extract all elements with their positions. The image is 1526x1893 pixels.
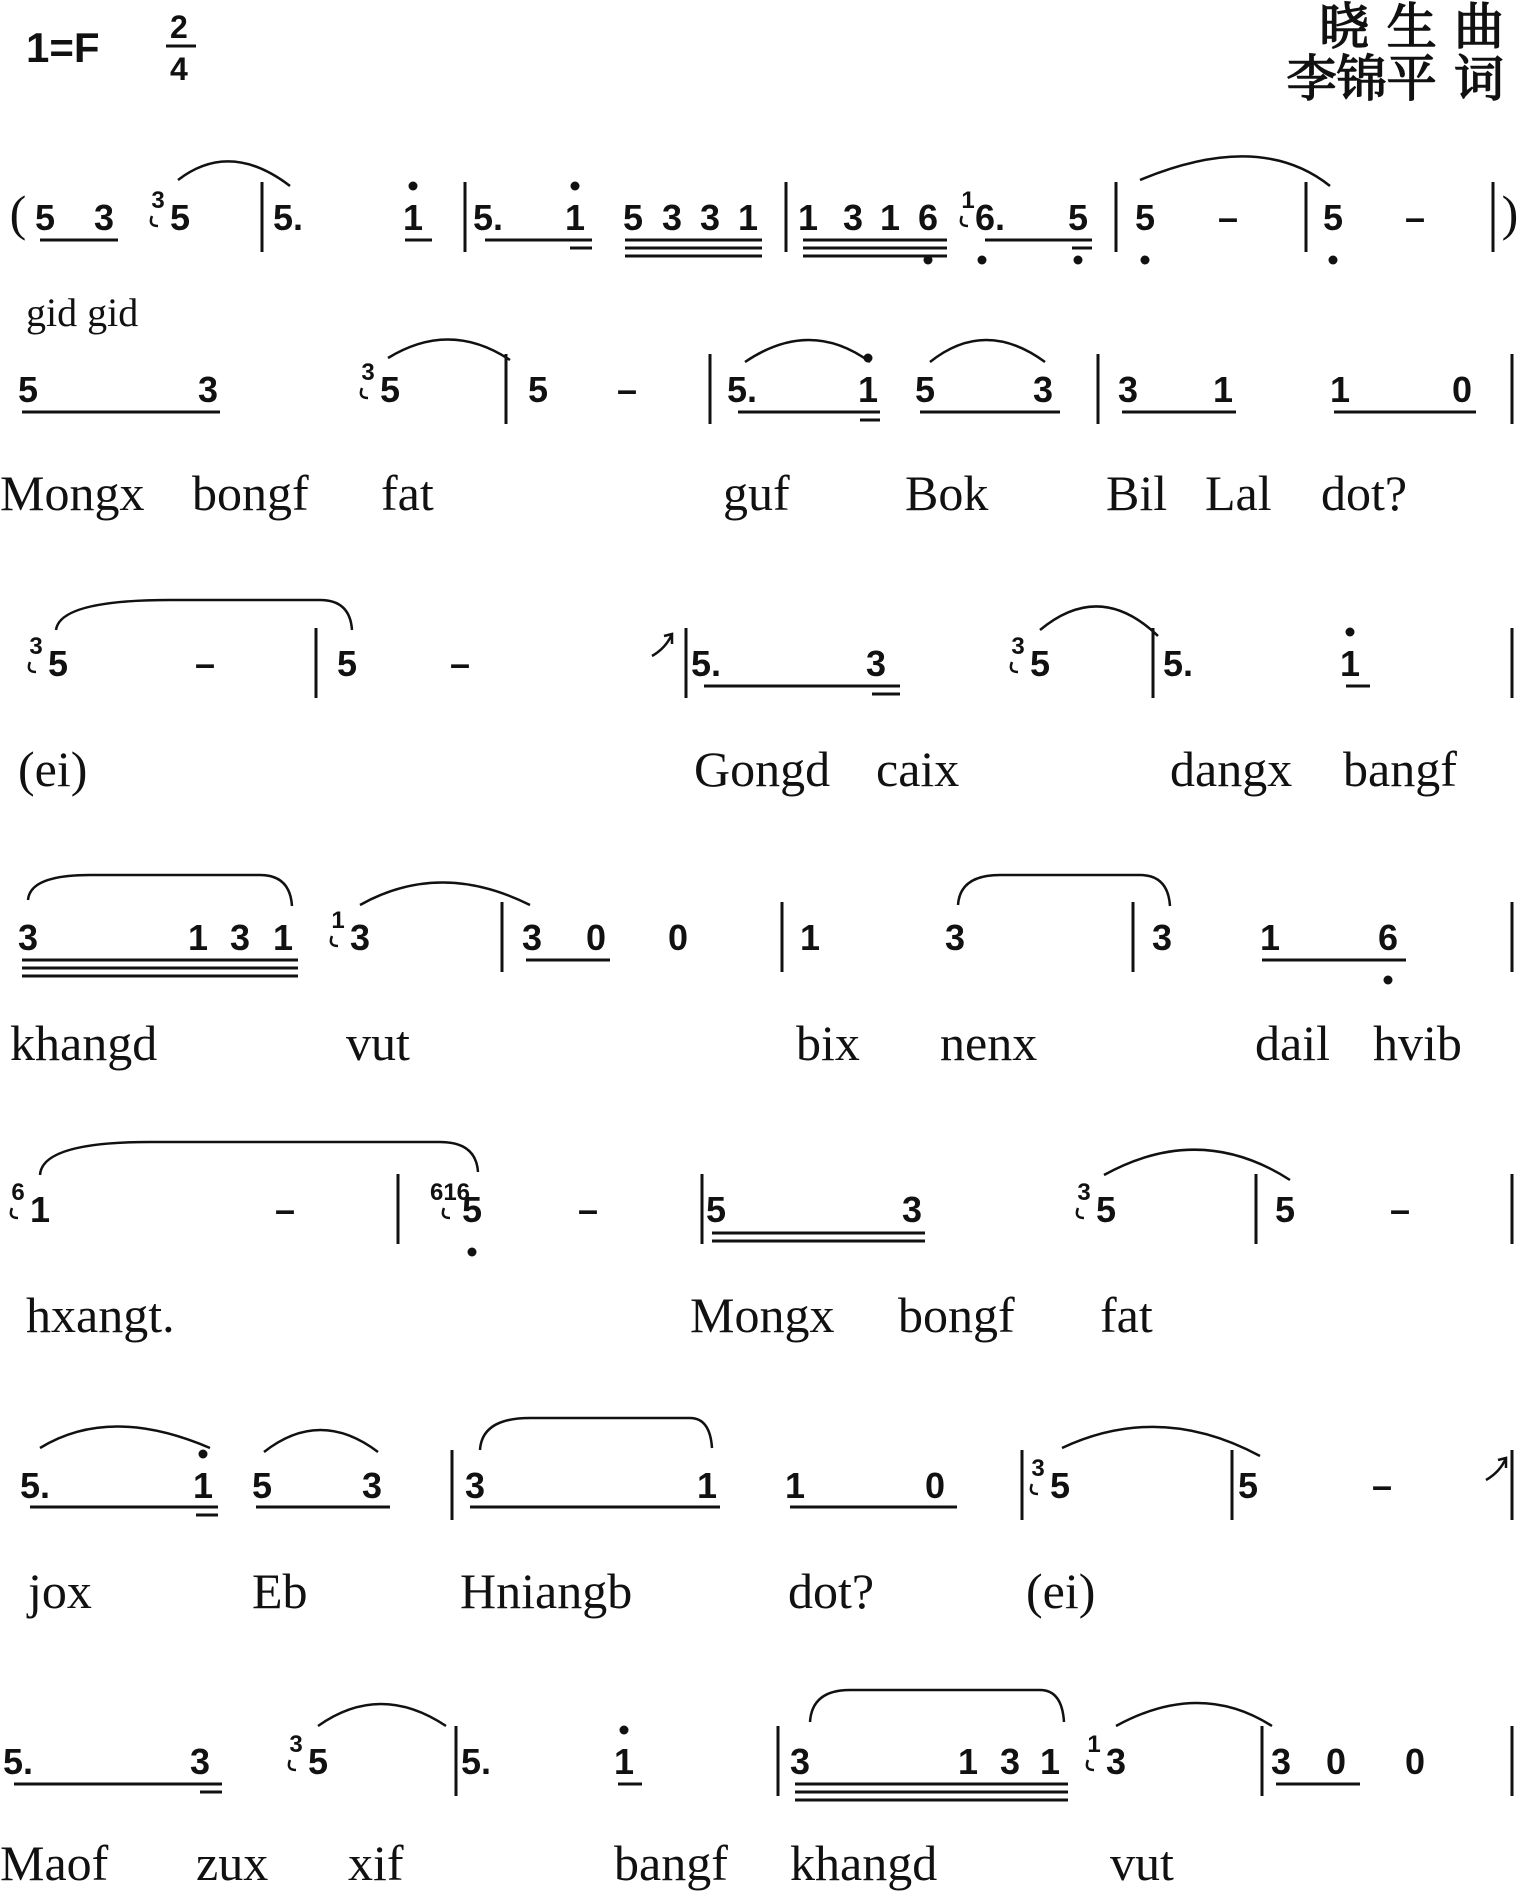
note: 5. (19, 1465, 51, 1506)
octave-dot-high (620, 1726, 629, 1735)
note: 5 (17, 369, 39, 410)
grace-note: 3 (289, 1731, 303, 1758)
score-lines (0, 182, 1518, 1892)
note: 5 (1067, 197, 1089, 238)
grace-note: 1 (961, 187, 975, 214)
lyric-syllable: Bil (1106, 465, 1168, 521)
note: 3 (93, 197, 115, 238)
note: 5 (1029, 643, 1051, 684)
note: 1 (187, 917, 209, 958)
note: 1 (1329, 369, 1351, 410)
dash-extension: – (616, 369, 638, 410)
note: 5 (1322, 197, 1344, 238)
grace-note: 3 (29, 633, 43, 660)
lyric-syllable: (ei) (18, 741, 88, 797)
note: 1 (564, 197, 586, 238)
note: 3 (521, 917, 543, 958)
grace-note: 616 (429, 1179, 471, 1206)
score-line (20, 1450, 1512, 1620)
grace-hook (1031, 1484, 1038, 1494)
note: 1 (879, 197, 901, 238)
lyric-syllable: Mongx (690, 1287, 835, 1343)
grace-hook (1011, 662, 1018, 672)
note: 0 (1325, 1741, 1347, 1782)
note: 0 (1451, 369, 1473, 410)
score-line (10, 182, 1519, 265)
note: 6 (1377, 917, 1399, 958)
grace-note: 1 (331, 907, 345, 934)
note: 5 (307, 1741, 329, 1782)
score-line (0, 290, 1512, 521)
key-signature: 1=F (26, 24, 100, 71)
note: 0 (1404, 1741, 1426, 1782)
note: 3 (197, 369, 219, 410)
parenthesis: ( (9, 185, 27, 241)
note: 1 (613, 1741, 635, 1782)
score-line (11, 1174, 1512, 1343)
note: 5 (527, 369, 549, 410)
grace-note: 6 (11, 1179, 25, 1206)
lyric-syllable: jox (28, 1563, 92, 1619)
octave-dot-low (1141, 256, 1150, 265)
lyricist-credit: 李锦平 词 (1286, 50, 1504, 108)
note: 1 (1039, 1741, 1061, 1782)
grace-hook (331, 936, 338, 946)
grace-note: 3 (1011, 633, 1025, 660)
note: 3 (999, 1741, 1021, 1782)
lyric-syllable: zux (196, 1835, 269, 1891)
octave-dot-low (1384, 976, 1393, 985)
grace-hook (961, 216, 968, 226)
lyric-syllable: Gongd (694, 741, 831, 797)
lyric-syllable: vut (346, 1015, 410, 1071)
note: 5 (914, 369, 936, 410)
score-line (0, 1726, 1512, 1892)
note: 3 (349, 917, 371, 958)
note: 5. (690, 643, 722, 684)
parenthesis: ) (1501, 185, 1519, 241)
lyric-syllable: bongf (192, 465, 309, 521)
note: 3 (842, 197, 864, 238)
note: 3 (229, 917, 251, 958)
lyric-syllable: fat (1100, 1287, 1153, 1343)
lyric-syllable: dail (1255, 1015, 1330, 1071)
note: 5. (272, 197, 304, 238)
grace-hook (443, 1208, 450, 1218)
note: 5 (1095, 1189, 1117, 1230)
note: 1 (192, 1465, 214, 1506)
lyric-syllable: (ei) (1026, 1563, 1096, 1619)
note: 1 (272, 917, 294, 958)
note: 1 (797, 197, 819, 238)
note: 5 (461, 1189, 483, 1230)
octave-dot-high (199, 1450, 208, 1459)
note: 5 (47, 643, 69, 684)
note: 1 (29, 1189, 51, 1230)
note: 5 (1049, 1465, 1071, 1506)
octave-dot-high (409, 182, 418, 191)
grace-note: 1 (1087, 1731, 1101, 1758)
lyric-syllable: Mongx (0, 465, 145, 521)
lyric-syllable: Lal (1205, 465, 1272, 521)
lyric-syllable: dangx (1170, 741, 1293, 797)
note: 0 (667, 917, 689, 958)
grace-hook (29, 662, 36, 672)
note: 3 (789, 1741, 811, 1782)
note: 1 (857, 369, 879, 410)
dash-extension: – (577, 1189, 599, 1230)
lyric-syllable: vut (1110, 1835, 1174, 1891)
note: 3 (1105, 1741, 1127, 1782)
note: 5. (472, 197, 504, 238)
note: 3 (699, 197, 721, 238)
grace-hook (11, 1208, 18, 1218)
note: 1 (1339, 643, 1361, 684)
lyric-syllable: bangf (1343, 741, 1457, 797)
dash-extension: – (274, 1189, 296, 1230)
octave-dot-low (468, 1248, 477, 1257)
lyric-syllable: hxangt. (26, 1287, 175, 1343)
note: 5 (379, 369, 401, 410)
octave-dot-low (924, 256, 933, 265)
note: 5. (460, 1741, 492, 1782)
octave-dot-high (571, 182, 580, 191)
grace-hook (1087, 1760, 1094, 1770)
note: 5 (251, 1465, 273, 1506)
time-signature-bottom: 4 (170, 51, 188, 87)
lyric-syllable: bongf (898, 1287, 1015, 1343)
note: 1 (1259, 917, 1281, 958)
lyric-syllable: dot? (1321, 465, 1408, 521)
note: 6 (917, 197, 939, 238)
score-header (26, 0, 1504, 108)
grace-hook (289, 1760, 296, 1770)
note: 3 (1032, 369, 1054, 410)
note: 3 (464, 1465, 486, 1506)
note: 3 (661, 197, 683, 238)
note: 5 (622, 197, 644, 238)
lyric-syllable: xif (348, 1835, 404, 1891)
lyric-syllable: dot? (788, 1563, 875, 1619)
note: 1 (799, 917, 821, 958)
lyric-syllable: hvib (1373, 1015, 1462, 1071)
dash-extension: – (1404, 197, 1426, 238)
note: 5. (2, 1741, 34, 1782)
note: 3 (1151, 917, 1173, 958)
note: 3 (1270, 1741, 1292, 1782)
note: 5. (1162, 643, 1194, 684)
lyric-syllable: guf (723, 465, 790, 521)
lyric-syllable: bangf (614, 1835, 728, 1891)
note: 5 (1274, 1189, 1296, 1230)
note: 3 (17, 917, 39, 958)
note: 6. (974, 197, 1006, 238)
lyric-syllable: caix (876, 741, 960, 797)
note: 5 (169, 197, 191, 238)
dash-extension: – (1389, 1189, 1411, 1230)
lyric-syllable: Hniangb (460, 1563, 633, 1619)
note: 5 (1237, 1465, 1259, 1506)
grace-note: 3 (151, 187, 165, 214)
lyric-syllable: bix (796, 1015, 860, 1071)
note: 1 (402, 197, 424, 238)
note: 5 (705, 1189, 727, 1230)
note: 1 (737, 197, 759, 238)
lyric-syllable: khangd (790, 1835, 938, 1891)
beams-and-slurs (14, 156, 1506, 1800)
lyric-syllable: khangd (10, 1015, 158, 1071)
lyric-syllable: Eb (252, 1563, 308, 1619)
octave-dot-low (1329, 256, 1338, 265)
note: 3 (1117, 369, 1139, 410)
grace-hook (1077, 1208, 1084, 1218)
note: 0 (924, 1465, 946, 1506)
note: 5. (726, 369, 758, 410)
note: 3 (189, 1741, 211, 1782)
grace-hook (361, 388, 368, 398)
note: 1 (784, 1465, 806, 1506)
grace-hook (151, 216, 158, 226)
composer-credit: 晓 生 曲 (1319, 0, 1504, 56)
note: 5 (34, 197, 56, 238)
octave-dot-high (1346, 628, 1355, 637)
note: 5 (1134, 197, 1156, 238)
lyric-syllable: Bok (905, 465, 989, 521)
time-signature-top: 2 (170, 9, 188, 45)
lyric-syllable: Maof (0, 1835, 109, 1891)
note: 3 (901, 1189, 923, 1230)
note: 1 (696, 1465, 718, 1506)
note: 3 (944, 917, 966, 958)
note: 3 (361, 1465, 383, 1506)
note: 0 (585, 917, 607, 958)
score-line (10, 902, 1512, 1071)
grace-note: 3 (361, 359, 375, 386)
grace-note: 3 (1077, 1179, 1091, 1206)
dash-extension: – (194, 643, 216, 684)
grace-syllables: gid gid (26, 290, 139, 335)
octave-dot-high (864, 354, 873, 363)
octave-dot-low (1074, 256, 1083, 265)
grace-note: 3 (1031, 1455, 1045, 1482)
note: 3 (865, 643, 887, 684)
note: 5 (336, 643, 358, 684)
lyric-syllable: fat (381, 465, 434, 521)
dash-extension: – (449, 643, 471, 684)
note: 1 (957, 1741, 979, 1782)
score-line (18, 628, 1512, 798)
dash-extension: – (1371, 1465, 1393, 1506)
note: 1 (1212, 369, 1234, 410)
octave-dot-low (978, 256, 987, 265)
lyric-syllable: nenx (940, 1015, 1038, 1071)
dash-extension: – (1217, 197, 1239, 238)
